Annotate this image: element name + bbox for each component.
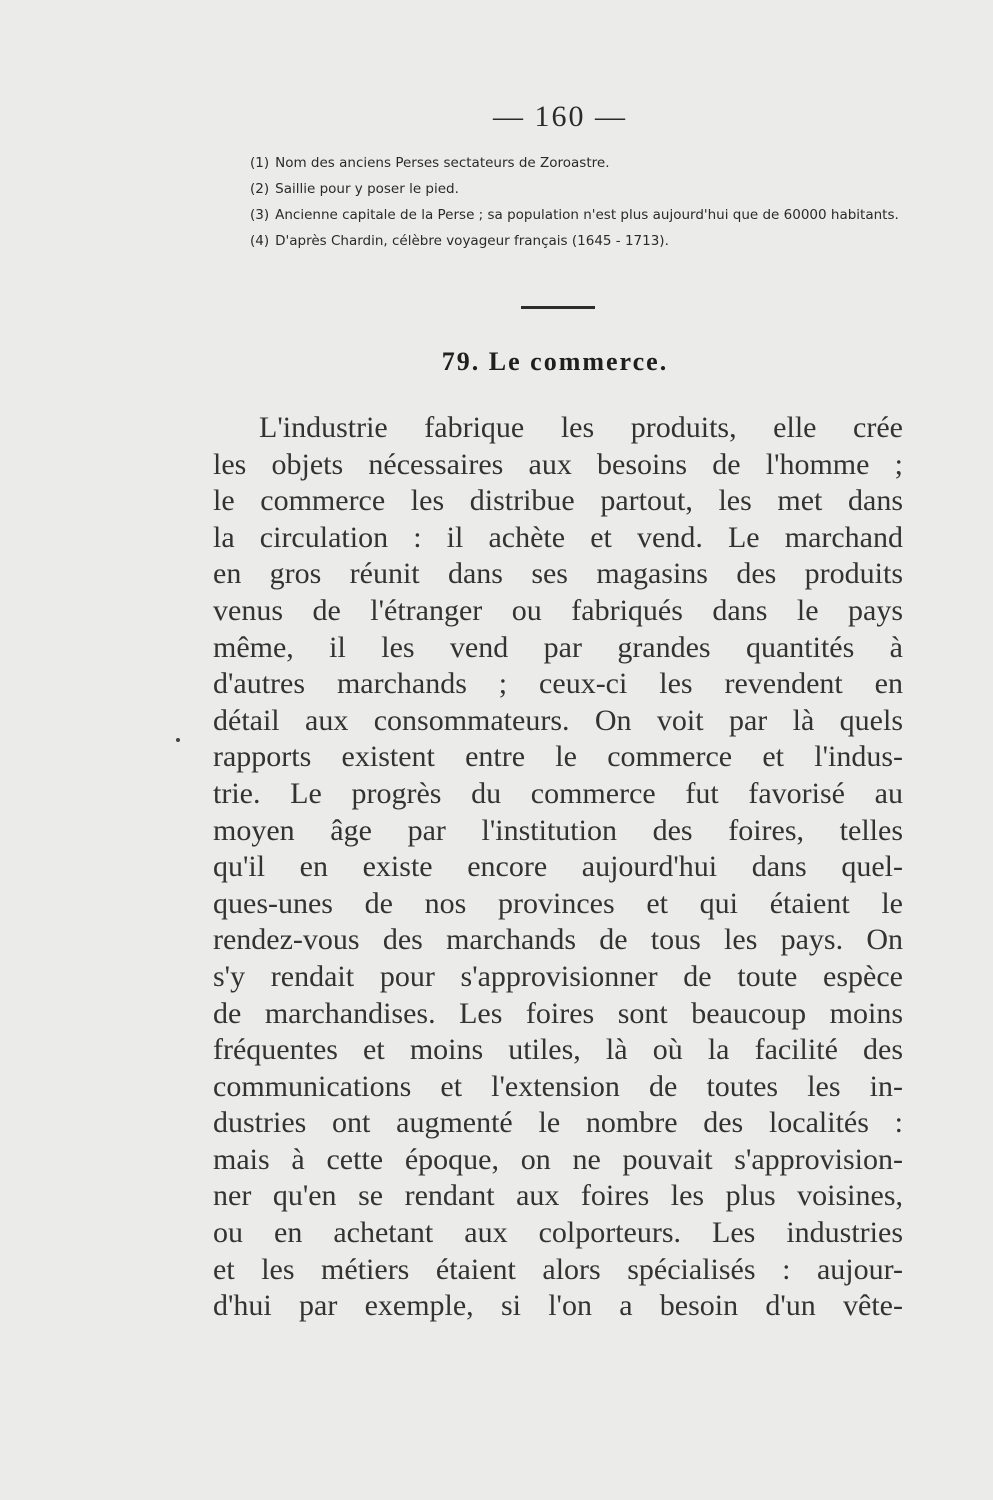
text-line: le commerce les distribue partout, les met dans <box>213 484 903 518</box>
text-line: trie. Le progrès du commerce fut favorisé au <box>213 776 903 810</box>
body-paragraph <box>213 410 903 1325</box>
text-line: s'y rendait pour s'approvisionner de toute espèce <box>213 959 903 993</box>
footnotes <box>216 150 906 254</box>
text-line: et les métiers étaient alors spécialisés : aujour- <box>213 1252 903 1286</box>
text-line: fréquentes et moins utiles, là où la facilité des <box>213 1033 903 1067</box>
section-divider <box>521 306 595 309</box>
footnote-2 <box>216 176 906 202</box>
text-line: ques-unes de nos provinces et qui étaient le <box>213 886 903 920</box>
text-line: la circulation : il achète et vend. Le marchand <box>213 520 903 554</box>
text-line: d'autres marchands ; ceux-ci les revendent en <box>213 667 903 701</box>
text-line: venus de l'étranger ou fabriqués dans le pays <box>213 593 903 627</box>
text-line: en gros réunit dans ses magasins des produits <box>213 557 903 591</box>
text-line: communications et l'extension de toutes les in- <box>213 1069 903 1103</box>
text-line: L'industrie fabrique les produits, elle crée <box>259 411 903 444</box>
footnote-marker: (1) <box>250 155 270 171</box>
text-line: les objets nécessaires aux besoins de l'homme ; <box>213 447 903 481</box>
footnote-text: Nom des anciens Perses sectateurs de Zoroastre. <box>275 155 610 171</box>
text-line: d'hui par exemple, si l'on a besoin d'un vête- <box>213 1289 903 1323</box>
footnote-marker: (2) <box>250 181 270 197</box>
footnote-text: D'après Chardin, célèbre voyageur français (1645 - 1713). <box>275 233 669 249</box>
text-line: rapports existent entre le commerce et l'indus- <box>213 740 903 774</box>
footnote-text: Saillie pour y poser le pied. <box>275 181 459 197</box>
text-line: ou en achetant aux colporteurs. Les industries <box>213 1216 903 1250</box>
footnote-3 <box>216 202 906 228</box>
footnote-marker: (4) <box>250 233 270 249</box>
text-line: de marchandises. Les foires sont beaucoup moins <box>213 996 903 1030</box>
text-line: même, il les vend par grandes quantités à <box>213 630 903 664</box>
text-line: mais à cette époque, on ne pouvait s'approvision- <box>213 1142 903 1176</box>
footnote-1 <box>216 150 906 176</box>
print-speck <box>176 738 180 742</box>
footnote-text: Ancienne capitale de la Perse ; sa population n'est plus aujourd'hui que de 60000 habitants. <box>275 207 899 223</box>
text-line: détail aux consommateurs. On voit par là quels <box>213 703 903 737</box>
section-heading: 79. Le commerce. <box>441 347 669 376</box>
page-number: — 160 — <box>493 100 627 133</box>
text-line: rendez-vous des marchands de tous les pays. On <box>213 923 903 957</box>
text-line: qu'il en existe encore aujourd'hui dans quel- <box>213 850 903 884</box>
text-line: dustries ont augmenté le nombre des localités : <box>213 1106 903 1140</box>
text-line: ner qu'en se rendant aux foires les plus voisines, <box>213 1179 903 1213</box>
text-line: moyen âge par l'institution des foires, telles <box>213 813 903 847</box>
footnote-marker: (3) <box>250 207 270 223</box>
footnote-4 <box>216 228 906 254</box>
